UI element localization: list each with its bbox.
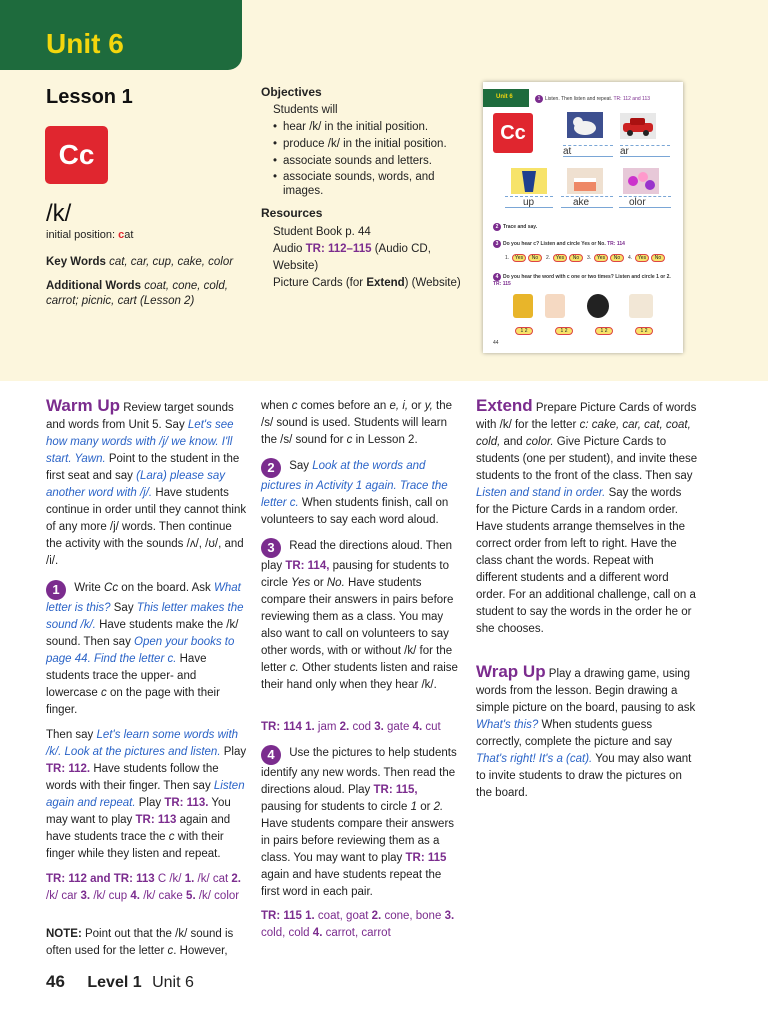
key-num: 4.	[130, 890, 140, 902]
initial-label: initial position:	[46, 229, 116, 241]
step-text: or	[313, 577, 324, 589]
step-say: What letter is this?	[46, 582, 241, 614]
initial-letter: c	[118, 229, 125, 241]
note-text: . However,	[173, 945, 228, 957]
step-text: with their finger while they listen and repeat.	[46, 831, 224, 860]
resource-book: Student Book p. 44	[273, 226, 371, 238]
note	[46, 926, 248, 960]
key-num: 5.	[186, 890, 196, 902]
step-2	[261, 458, 461, 529]
objective-item: • hear /k/ in the initial position.	[273, 119, 471, 136]
yes-option: Yes	[512, 254, 526, 262]
key-item: cod	[352, 721, 371, 733]
key-num: 1.	[184, 873, 195, 885]
warm-up-section	[46, 397, 248, 570]
extend-section	[476, 397, 698, 638]
initial-rest: at	[124, 229, 134, 241]
cake-icon	[567, 168, 603, 194]
key-num: 3.	[80, 890, 91, 902]
key-num: 2.	[339, 721, 350, 733]
sb-step4-text: Do you hear the word with c one or two times? Listen and circle 1 or 2.	[503, 274, 671, 280]
step-text: again and have students trace the	[46, 814, 231, 843]
extend-text: and	[503, 436, 523, 448]
objectives-resources	[261, 84, 471, 292]
warm-up-say: Let's see how many words with /j/ we know. I'll start. Yawn.	[46, 419, 234, 465]
resources-heading: Resources	[261, 206, 323, 220]
key-item: cone, bone	[384, 910, 442, 922]
audio-tracks: TR: 112–115	[305, 243, 372, 255]
warm-up-text: Have students continue in order until they cannot think of any more /j/ words. Then continue the activity with the sounds /ʌ/, /ʊ/, and /i/.	[46, 487, 247, 567]
sb-q2-num: 2.	[546, 255, 551, 261]
note-text: the /s/ sound is used. Students will learn the /s/ sound for	[261, 400, 453, 446]
opt-one: 1	[520, 328, 524, 334]
sb-q3-num: 3.	[587, 255, 592, 261]
word-up: up	[505, 196, 553, 208]
step-text: When students finish, call on volunteers to say each word aloud.	[261, 497, 449, 526]
sb-step2: 2 Trace and say.	[493, 223, 537, 231]
one-two-option	[515, 327, 533, 335]
cat-icon	[567, 112, 603, 138]
cup-picture	[511, 168, 547, 194]
track-ref: TR: 114,	[285, 560, 330, 572]
additional-words-list: coat, cone, cold, carrot; picnic, cart (Lesson 2)	[46, 280, 228, 307]
step-say: Look at the words and pictures in Activity 1 again. Trace the letter c.	[261, 460, 448, 509]
coat-picture	[513, 294, 533, 318]
unit-tab	[0, 0, 242, 70]
sb-step3: 3 Do you hear c? Listen and circle Yes or No. TR: 114	[493, 240, 625, 248]
answer-key-114	[261, 719, 461, 736]
note-italic: c	[346, 434, 353, 446]
car-picture	[620, 113, 656, 139]
wrap-up-text: You may also want to invite students to draw the pictures on the board.	[476, 753, 692, 799]
key-item: /k/ cat	[197, 873, 229, 885]
step-4	[261, 745, 461, 901]
yes-option: Yes	[594, 254, 608, 262]
extend-text: Say the words for the Picture Cards in a random order. Have students arrange themselves in the correct order from left to right. Have the class chant the words. Repeat with different students and a different word order. For an additional challenge, call on a student to say the words in the order he or she chooses.	[476, 487, 696, 635]
key-item: cut	[425, 721, 441, 733]
key-num: 1.	[305, 910, 315, 922]
page-footer	[46, 972, 194, 992]
yes-option: Yes	[635, 254, 649, 262]
key-num: 4.	[312, 927, 323, 939]
note-text: or	[411, 400, 422, 412]
step-text: Have students compare their answers in pairs before reviewing them as a class. You may want to play	[261, 818, 455, 864]
step-italic: Cc	[104, 582, 119, 594]
note-italic: c	[167, 945, 174, 957]
answer-key-115	[261, 908, 461, 942]
step-text: Read the directions aloud. Then play	[261, 540, 453, 572]
cards-a: Picture Cards (for	[273, 277, 364, 289]
no-option: No	[651, 254, 665, 262]
step-text: pausing for students to circle	[261, 560, 449, 589]
sb-q4-num: 4.	[628, 255, 633, 261]
key-num: 2.	[371, 910, 382, 922]
footer-level: Level 1	[87, 974, 142, 991]
step-text: Play	[138, 797, 162, 809]
step-text: Write	[74, 582, 101, 594]
opt-two: 2	[564, 328, 568, 334]
one-two-option	[555, 327, 573, 335]
lesson-title: Lesson 1	[46, 86, 133, 108]
step-3	[261, 538, 461, 694]
one-two-option	[595, 327, 613, 335]
note-italic: y,	[424, 400, 433, 412]
sb-step3-text: Do you hear c? Listen and circle Yes or No.	[503, 241, 606, 247]
step-italic: c	[100, 687, 107, 699]
wrap-up-section	[476, 663, 698, 802]
track-ref: TR: 113	[135, 814, 177, 826]
step-text: You may want to play	[46, 797, 231, 826]
no-option: No	[610, 254, 624, 262]
key-item: coat, goat	[317, 910, 369, 922]
step-text: Say	[289, 460, 310, 472]
resource-cards	[261, 275, 471, 292]
step-italic: Yes	[291, 577, 311, 589]
audio-label: Audio	[273, 243, 303, 255]
warm-up-say: (Lara) please say another word with /j/.	[46, 470, 225, 499]
step-number: 1	[46, 580, 66, 600]
objective-item: • produce /k/ in the initial position.	[273, 136, 471, 153]
wrap-up-text: Play a drawing game, using words from the lesson. Begin drawing a simple picture on the board, pausing to ask	[476, 668, 696, 714]
key-label: TR: 115	[261, 910, 302, 922]
step-text: again and have students repeat the first word in each pair.	[261, 869, 442, 898]
key-item: jam	[317, 721, 337, 733]
key-label: TR: 112 and TR: 113	[46, 873, 155, 885]
step-italic: 2.	[433, 801, 444, 813]
key-label: TR: 114	[261, 721, 302, 733]
step-text: Have students compare their answers in pairs before reviewing them as a class. You may also want to call on volunteers to say other words, with or without /k/ for the letter	[261, 577, 454, 674]
phoneme: /k/	[46, 200, 72, 227]
step-say: Open your books to page 44. Find the letter c.	[46, 636, 235, 665]
cards-extend: Extend	[366, 277, 405, 289]
step-italic: No.	[326, 577, 345, 589]
no-option: No	[528, 254, 542, 262]
car-icon	[620, 113, 656, 139]
note-text: in Lesson 2.	[355, 434, 418, 446]
word-ake: ake	[561, 196, 613, 208]
opt-two: 2	[604, 328, 608, 334]
sb-step4: 4 Do you hear the word with c one or two times? Listen and circle 1 or 2. TR: 115	[493, 274, 671, 287]
step-text: Say	[113, 602, 134, 614]
sb-step2-text: Trace and say.	[503, 224, 538, 230]
sb-step4-tr: TR: 115	[493, 281, 511, 287]
key-item: /k/ cake	[143, 890, 183, 902]
key-item: gate	[387, 721, 410, 733]
step-italic: c.	[289, 662, 299, 674]
step-say: This letter makes the sound /k/.	[46, 602, 244, 631]
step-text: on the page with their finger.	[46, 687, 220, 716]
word-olor: olor	[619, 196, 671, 208]
cards-c: ) (Website)	[404, 277, 461, 289]
step-text: Have students follow the words with their finger. Then say	[46, 763, 219, 792]
warm-up-heading: Warm Up	[46, 396, 120, 415]
sb-page-number: 44	[493, 340, 499, 346]
sb-step1-tr: TR: 112 and 113	[613, 96, 651, 102]
step-say: Let's learn some words with /k/. Look at the pictures and listen.	[46, 729, 239, 758]
sb-unit-tab: Unit 6	[483, 89, 529, 107]
extend-say: Listen and stand in order.	[476, 487, 606, 499]
footer-unit: Unit 6	[152, 974, 194, 991]
step-italic: c	[168, 831, 175, 843]
step-text: pausing for students to circle	[261, 801, 408, 813]
step-1	[46, 580, 248, 719]
wrap-up-heading: Wrap Up	[476, 662, 546, 681]
note-label: NOTE:	[46, 928, 82, 940]
resource-audio	[261, 241, 471, 275]
extend-italic: c:	[579, 419, 589, 431]
word-ar: ar	[620, 145, 670, 157]
cat-picture	[567, 112, 603, 138]
warm-up-text: Point to the student in the first seat and say	[46, 453, 240, 482]
note-continued	[261, 398, 461, 449]
step-text: Then say	[46, 729, 94, 741]
color-picture	[623, 168, 659, 194]
key-words-label: Key Words	[46, 256, 106, 268]
step-number: 4	[261, 745, 281, 765]
opt-two: 2	[524, 328, 528, 334]
cup-icon	[511, 168, 547, 194]
warm-up-text: Review target sounds and words from Unit 5. Say	[46, 402, 234, 431]
key-num: 3.	[444, 910, 455, 922]
note-text: when	[261, 400, 289, 412]
track-ref: TR: 115	[405, 852, 447, 864]
track-ref: TR: 113.	[164, 797, 209, 809]
word-at: at	[563, 145, 613, 157]
sb-step1-text: Listen. Then listen and repeat.	[545, 96, 613, 102]
step-text: Use the pictures to help students identify any new words. Then read the directions aloud. Play	[261, 747, 457, 796]
page-number: 46	[46, 972, 65, 991]
sb-letter-card: Cc	[493, 113, 533, 153]
objectives-heading: Objectives	[261, 85, 322, 99]
step-text: or	[420, 801, 431, 813]
objective-item: • associate sounds, words, and images.	[273, 170, 471, 198]
note-text: Point out that the /k/ sound is often used for the letter	[46, 928, 234, 957]
step-text: Play	[223, 746, 247, 758]
objective-item: • associate sounds and letters.	[273, 153, 471, 170]
letter-card: Cc	[45, 126, 108, 184]
sb-step3-tr: TR: 114	[607, 241, 625, 247]
opt-one: 1	[640, 328, 644, 334]
step-text: Have students make the /k/ sound. Then say	[46, 619, 239, 648]
extend-text: Prepare Picture Cards of words with /k/ for the letter	[476, 402, 697, 431]
note-italic: i,	[402, 400, 409, 412]
step-number: 3	[261, 538, 281, 558]
key-words	[46, 254, 246, 270]
extend-text: Give Picture Cards to students (one per student), and invite these students to the front of the class. Then say	[476, 436, 698, 482]
note-italic: c	[291, 400, 298, 412]
cake-picture	[567, 168, 603, 194]
key-text: C /k/	[157, 873, 182, 885]
key-item: carrot, carrot	[325, 927, 391, 939]
opt-one: 1	[560, 328, 564, 334]
key-item: cold, cold	[261, 927, 310, 939]
step-number: 2	[261, 458, 281, 478]
answer-key-112-113	[46, 871, 248, 905]
extend-italic: color.	[525, 436, 554, 448]
objectives-list	[261, 119, 471, 198]
sb-q1-num: 1.	[505, 255, 510, 261]
note-italic: e,	[389, 400, 400, 412]
note-text: comes before an	[300, 400, 387, 412]
key-item: /k/ cup	[93, 890, 128, 902]
track-ref: TR: 112.	[46, 763, 91, 775]
key-num: 3.	[374, 721, 384, 733]
cone-picture	[545, 294, 565, 318]
opt-two: 2	[644, 328, 648, 334]
step-say: Listen again and repeat.	[46, 780, 245, 809]
step-1-continued	[46, 727, 248, 863]
initial-position	[46, 229, 133, 241]
sb-step1: 1 Listen. Then listen and repeat. TR: 112 and 113	[535, 95, 650, 103]
key-words-list: cat, car, cup, cake, color	[109, 256, 234, 268]
additional-words	[46, 279, 251, 309]
additional-words-label: Additional Words	[46, 280, 141, 292]
colors-icon	[623, 168, 659, 194]
one-two-option	[635, 327, 653, 335]
audio-rest: (Audio CD, Website)	[273, 243, 431, 272]
opt-one: 1	[600, 328, 604, 334]
key-num: 4.	[412, 721, 423, 733]
objectives-intro: Students will	[273, 104, 338, 116]
key-item: /k/ color	[198, 890, 240, 902]
cold-picture	[587, 294, 609, 318]
wrap-up-say: That's right! It's a (cat).	[476, 753, 593, 765]
wrap-up-say: What's this?	[476, 719, 539, 731]
step-text: Have students trace the upper- and lowercase	[46, 653, 207, 699]
yes-option: Yes	[553, 254, 567, 262]
extend-heading: Extend	[476, 396, 533, 415]
track-ref: TR: 115,	[373, 784, 418, 796]
key-item: /k/ car	[46, 890, 78, 902]
step-italic: 1	[410, 801, 417, 813]
step-text: Other students listen and raise their hand only when they hear /k/.	[261, 662, 458, 691]
unit-title: Unit 6	[46, 28, 124, 59]
key-num: 2.	[231, 873, 241, 885]
no-option: No	[569, 254, 583, 262]
student-book-thumbnail	[483, 82, 683, 353]
step-text: on the board. Ask	[121, 582, 211, 594]
extend-italic: cake, car, cat, coat, cold,	[476, 419, 691, 448]
key-num: 1.	[305, 721, 315, 733]
wrap-up-text: When students guess correctly, complete the picture and say	[476, 719, 673, 748]
carrot-picture	[629, 294, 653, 318]
